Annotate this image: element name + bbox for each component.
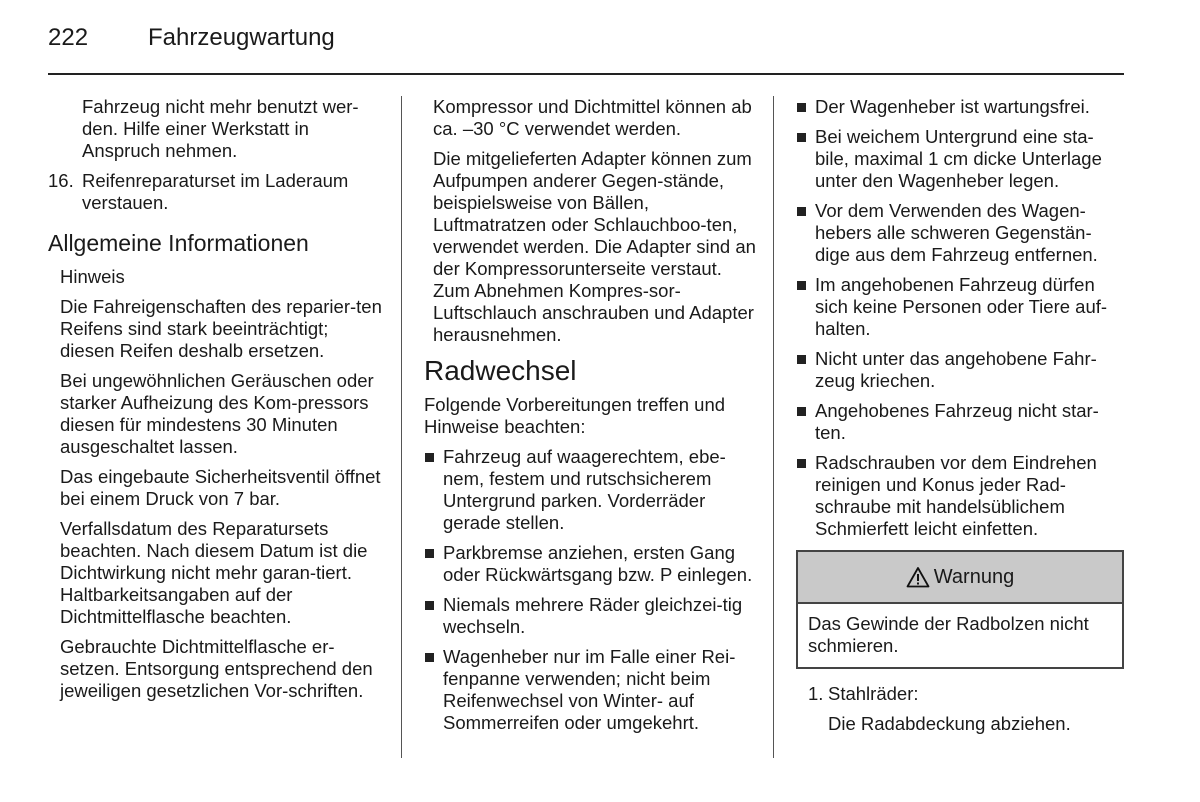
section-heading-wheel-change: Radwechsel <box>424 355 577 386</box>
paragraph: Bei ungewöhnlichen Geräuschen oder starker Aufheizung des Kom-pressors diesen für mindestens 30 Minuten ausgeschaltet lassen. <box>60 370 374 457</box>
list-text: Reifenreparaturset im Laderaum verstauen. <box>82 170 349 213</box>
column-1 <box>48 96 388 710</box>
bullet-square-icon <box>797 281 806 290</box>
list-item <box>796 274 1124 340</box>
bullet-text: Parkbremse anziehen, ersten Gang oder Rückwärtsgang bzw. P einlegen. <box>443 542 753 585</box>
list-item <box>424 542 756 586</box>
column-divider-2 <box>773 96 774 758</box>
warning-header <box>798 552 1122 604</box>
list-item <box>796 348 1124 392</box>
list-number: 16. <box>48 170 74 191</box>
bullet-text: Bei weichem Untergrund eine sta-bile, maximal 1 cm dicke Unterlage unter den Wagenheber legen. <box>815 126 1102 191</box>
list-item <box>424 646 756 734</box>
paragraph: Das eingebaute Sicherheitsventil öffnet bei einem Druck von 7 bar. <box>60 466 381 509</box>
column-2 <box>424 96 756 742</box>
paragraph: Kompressor und Dichtmittel können ab ca. –30 °C verwendet werden. <box>433 96 752 139</box>
header-rule <box>48 73 1124 75</box>
warning-triangle-icon <box>906 566 930 588</box>
bullet-text: Wagenheber nur im Falle einer Rei-fenpanne verwenden; nicht beim Reifenwechsel von Winter- auf Sommerreifen oder umgekehrt. <box>443 646 736 733</box>
column-divider-1 <box>401 96 402 758</box>
bullet-square-icon <box>425 453 434 462</box>
bullet-text: Nicht unter das angehobene Fahr-zeug kriechen. <box>815 348 1097 391</box>
bullet-text: Niemals mehrere Räder gleichzei-tig wechseln. <box>443 594 743 637</box>
step-description: Die Radabdeckung abziehen. <box>828 713 1071 734</box>
list-item <box>796 96 1124 118</box>
list-item <box>796 126 1124 192</box>
bullet-text: Vor dem Verwenden des Wagen-hebers alle schweren Gegenstän-dige aus dem Fahrzeug entfernen. <box>815 200 1098 265</box>
bullet-square-icon <box>797 459 806 468</box>
step-number: 1. <box>808 683 824 704</box>
step-1 <box>808 683 1124 705</box>
list-item-16 <box>48 170 388 214</box>
bullet-square-icon <box>797 207 806 216</box>
note-block <box>48 266 388 702</box>
section-heading-general: Allgemeine Informationen <box>48 230 309 256</box>
bullet-text: Der Wagenheber ist wartungsfrei. <box>815 96 1090 117</box>
page-number: 222 <box>48 24 89 51</box>
bullet-text: Angehobenes Fahrzeug nicht star-ten. <box>815 400 1099 443</box>
bullet-square-icon <box>425 653 434 662</box>
paragraph: Gebrauchte Dichtmittelflasche er-setzen. Entsorgung entsprechend den jeweiligen gesetzlichen Vor-schriften. <box>60 636 373 701</box>
list-item <box>424 446 756 534</box>
bullet-square-icon <box>797 133 806 142</box>
bullet-square-icon <box>797 103 806 112</box>
column-3 <box>796 96 1124 743</box>
warning-box <box>796 550 1124 669</box>
bullet-text: Fahrzeug auf waagerechtem, ebe-nem, festem und rutschsicherem Untergrund parken. Vorderräder gerade stellen. <box>443 446 726 533</box>
bullet-square-icon <box>797 407 806 416</box>
page-title: Fahrzeugwartung <box>148 24 335 51</box>
list-item <box>796 400 1124 444</box>
paragraph: Verfallsdatum des Reparatursets beachten. Nach diesem Datum ist die Dichtwirkung nicht mehr garan-tiert. Haltbarkeitsangaben auf der Dichtmittelflasche beachten. <box>60 518 368 627</box>
intro-text: Folgende Vorbereitungen treffen und Hinweise beachten: <box>424 394 726 437</box>
list-item <box>796 200 1124 266</box>
warning-text: Das Gewinde der Radbolzen nicht schmieren. <box>808 613 1089 656</box>
list-item <box>796 452 1124 540</box>
bullet-text: Radschrauben vor dem Eindrehen reinigen und Konus jeder Rad-schraube mit handelsüblichem Schmierfett leicht einfetten. <box>815 452 1097 539</box>
paragraph: Die Fahreigenschaften des reparier-ten Reifens sind stark beeinträchtigt; diesen Reifen deshalb ersetzen. <box>60 296 382 361</box>
note-label: Hinweis <box>60 266 125 287</box>
continued-text: Fahrzeug nicht mehr benutzt wer-den. Hilfe einer Werkstatt in Anspruch nehmen. <box>82 96 359 161</box>
step-title: Stahlräder: <box>828 683 919 704</box>
bullet-square-icon <box>425 601 434 610</box>
bullet-text: Im angehobenen Fahrzeug dürfen sich keine Personen oder Tiere auf-halten. <box>815 274 1108 339</box>
list-item <box>424 594 756 638</box>
page-header <box>48 24 335 52</box>
bullet-square-icon <box>797 355 806 364</box>
paragraph: Die mitgelieferten Adapter können zum Aufpumpen anderer Gegen-stände, beispielsweise von Bällen, Luftmatratzen oder Schlauchboo-ten, verwendet werden. Die Adapter sind an der Kompressorunterseite verstaut. Zum Abnehmen Kompres-sor-Luftschlauch anschrauben und Adapter herausnehmen. <box>433 148 756 345</box>
bullet-square-icon <box>425 549 434 558</box>
warning-title: Warnung <box>933 566 1015 588</box>
